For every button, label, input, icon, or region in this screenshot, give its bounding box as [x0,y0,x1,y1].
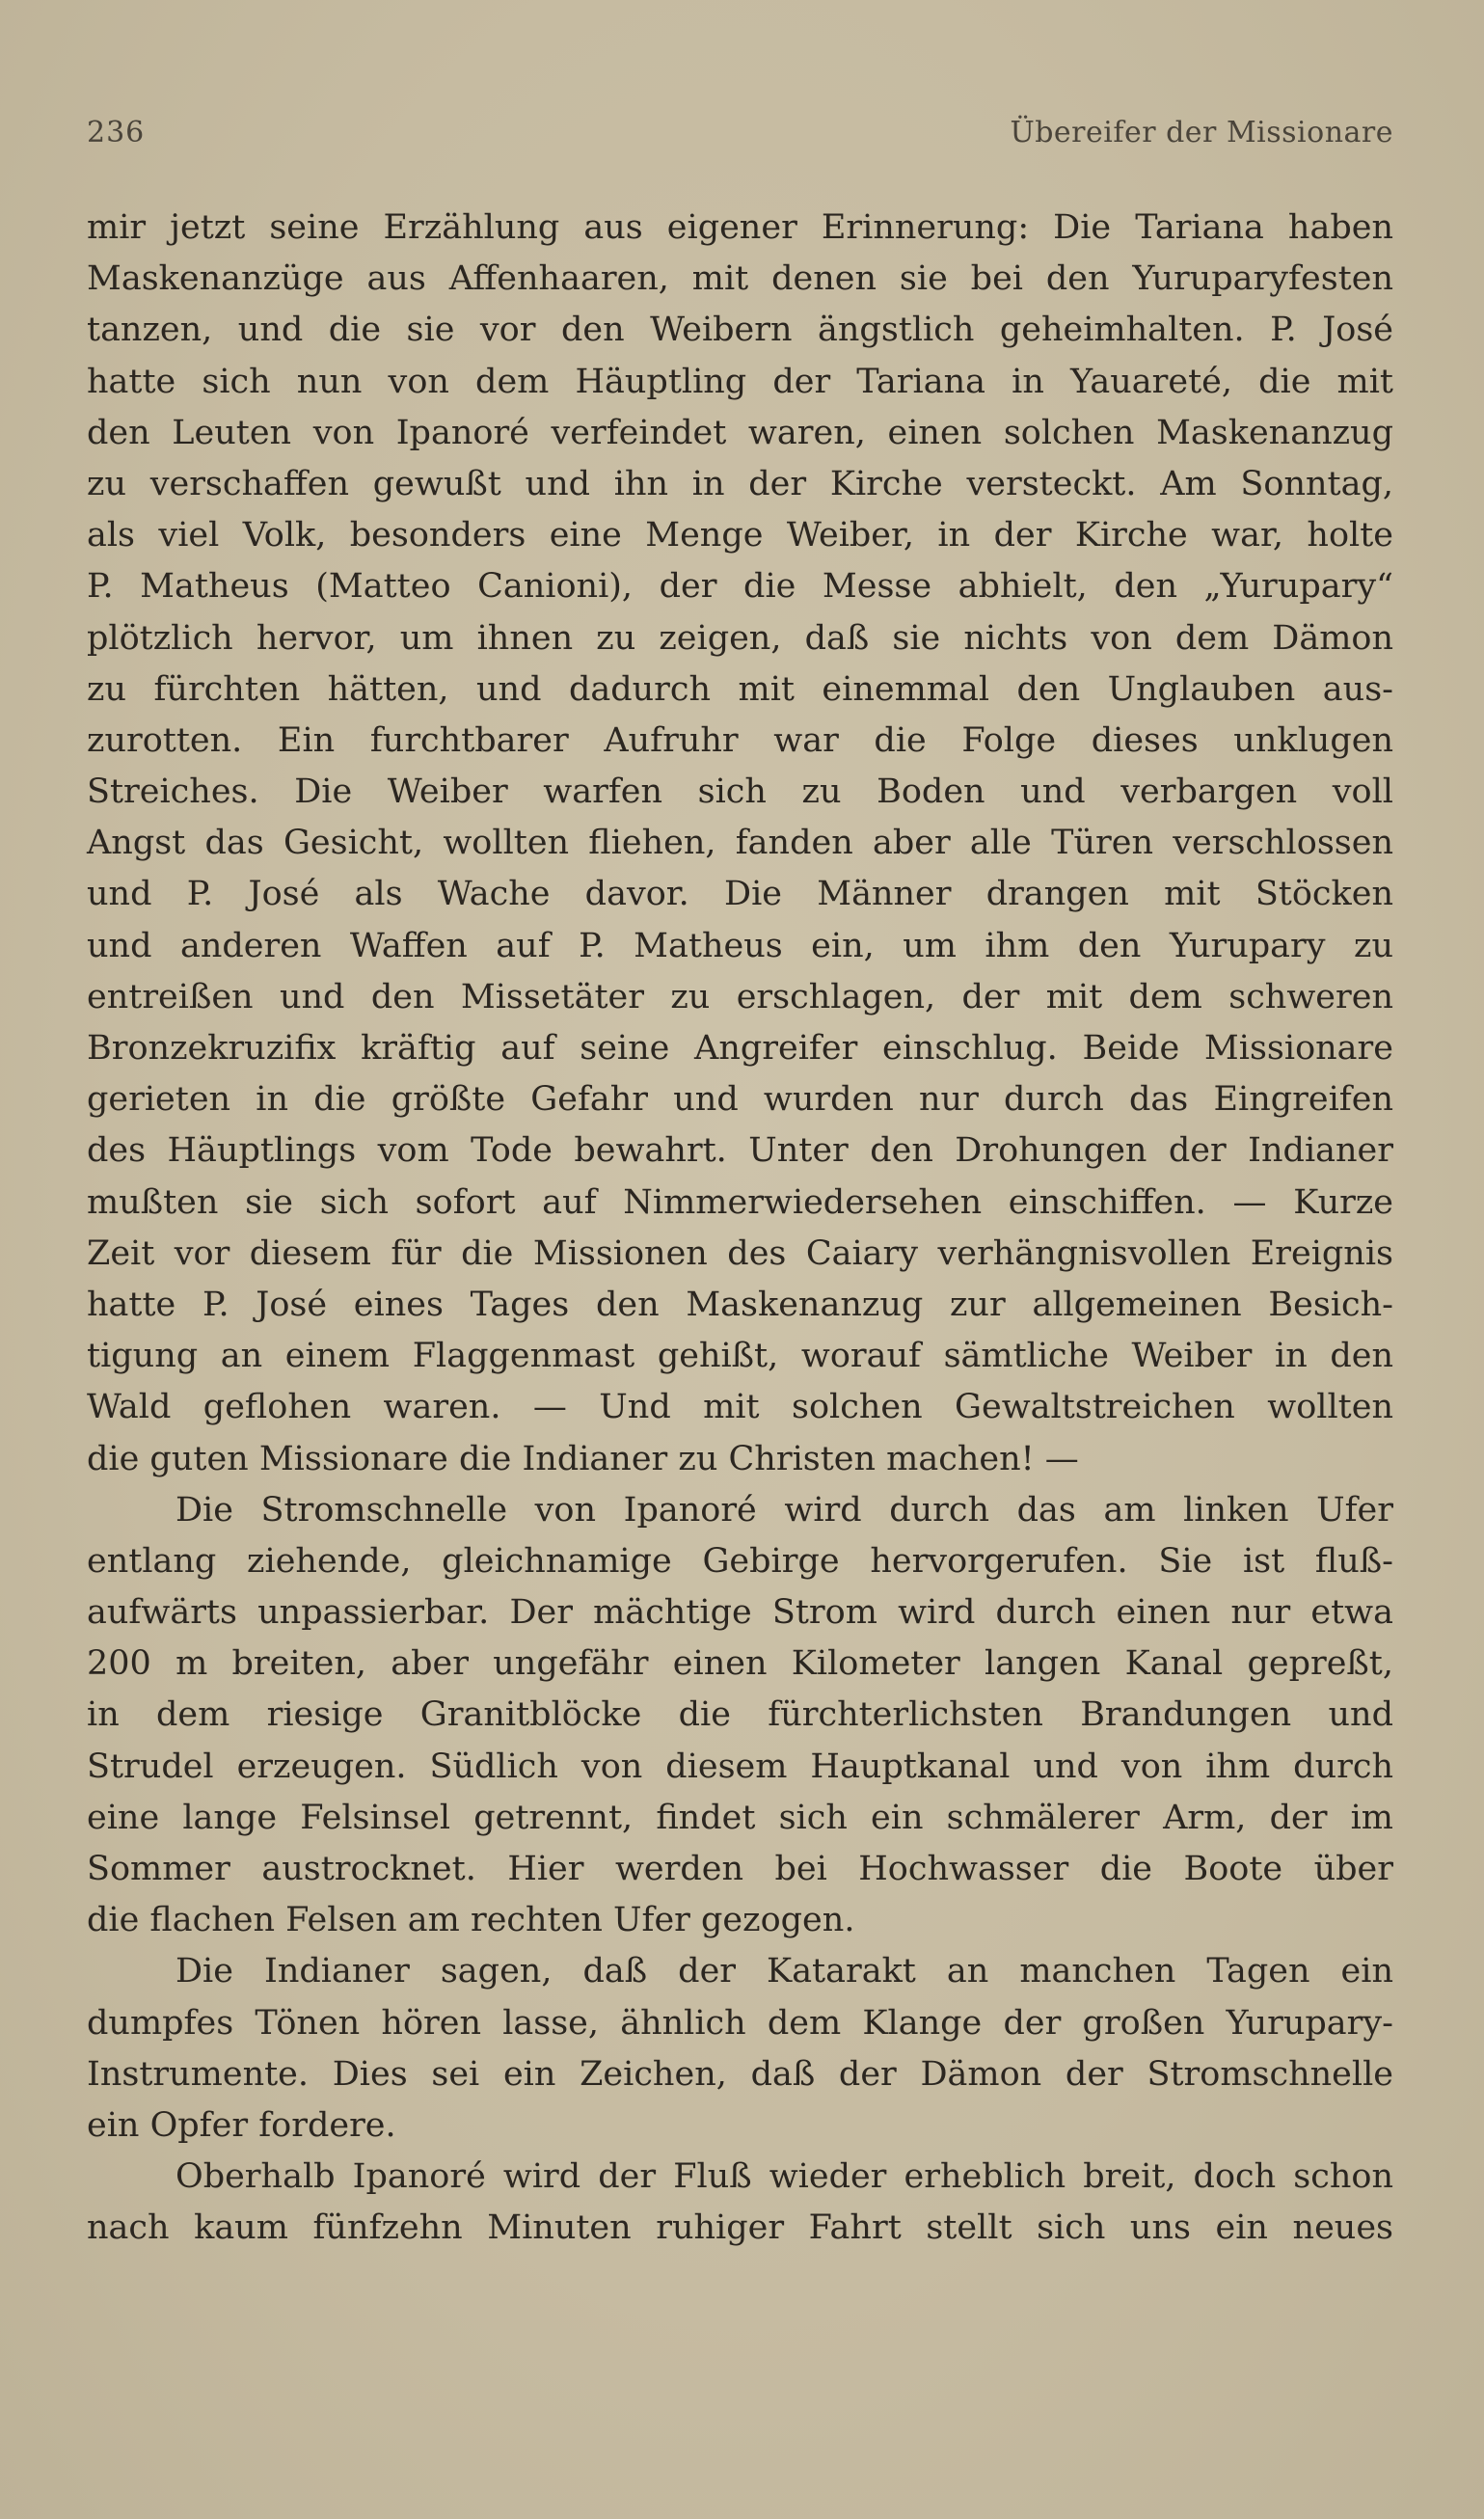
text-line: die flachen Felsen am rechten Ufer gezogen. [87,1901,855,1940]
text-line: plötzlich hervor, um ihnen zu zeigen, daß sie nichts von dem Dämon [87,618,1393,658]
paragraph-2 [87,1485,1393,1947]
text-line: Die Stromschnelle von Ipanoré wird durch das am linken Ufer [175,1490,1393,1530]
text-line: Angst das Gesicht, wollten fliehen, fanden aber alle Türen verschlossen [87,824,1393,863]
page-header [87,116,1393,164]
text-line: zu fürchten hätten, und dadurch mit einemmal den Unglauben aus- [87,669,1393,709]
paragraph-4 [87,2152,1393,2254]
text-line: und anderen Waffen auf P. Matheus ein, um ihm den Yurupary zu [87,926,1393,965]
text-line: tigung an einem Flaggenmast gehißt, worauf sämtliche Weiber in den [87,1337,1393,1376]
paragraph-1 [87,203,1393,1485]
text-line: dumpfes Tönen hören lasse, ähnlich dem Klange der großen Yurupary- [87,2003,1393,2043]
page-number: 236 [87,116,146,149]
text-line: zu verschaffen gewußt und ihn in der Kirche versteckt. Am Sonntag, [87,464,1393,503]
text-line: Bronzekruzifix kräftig auf seine Angreifer einschlug. Beide Missionare [87,1029,1393,1068]
text-line: tanzen, und die sie vor den Weibern ängstlich geheimhalten. P. José [87,311,1393,350]
text-line: ein Opfer fordere. [87,2105,396,2145]
text-line: Zeit vor diesem für die Missionen des Caiary verhängnisvollen Ereignis [87,1233,1393,1273]
text-line: eine lange Felsinsel getrennt, findet sich ein schmälerer Arm, der im [87,1798,1393,1837]
running-title: Übereifer der Missionare [1010,116,1393,149]
text-line: nach kaum fünfzehn Minuten ruhiger Fahrt stellt sich uns ein neues [87,2208,1393,2248]
text-line: hatte sich nun von dem Häuptling der Tariana in Yauareté, die mit [87,362,1393,401]
text-line: entlang ziehende, gleichnamige Gebirge hervorgerufen. Sie ist fluß- [87,1541,1393,1581]
text-line: entreißen und den Missetäter zu erschlagen, der mit dem schweren [87,977,1393,1016]
text-line: mußten sie sich sofort auf Nimmerwiedersehen einschiffen. — Kurze [87,1182,1393,1222]
text-line: und P. José als Wache davor. Die Männer drangen mit Stöcken [87,875,1393,914]
paragraph-3 [87,1946,1393,2152]
text-line: in dem riesige Granitblöcke die fürchterlichsten Brandungen und [87,1695,1393,1735]
text-line: Strudel erzeugen. Südlich von diesem Hauptkanal und von ihm durch [87,1747,1393,1786]
text-line: den Leuten von Ipanoré verfeindet waren, einen solchen Maskenanzug [87,413,1393,452]
text-line: des Häuptlings vom Tode bewahrt. Unter den Drohungen der Indianer [87,1131,1393,1171]
text-line: Oberhalb Ipanoré wird der Fluß wieder erheblich breit, doch schon [175,2157,1393,2197]
text-line: Streiches. Die Weiber warfen sich zu Boden und verbargen voll [87,772,1393,812]
text-line: zurotten. Ein furchtbarer Aufruhr war die Folge dieses unklugen [87,720,1393,760]
text-line: die guten Missionare die Indianer zu Christen machen! — [87,1439,1079,1478]
text-line: Maskenanzüge aus Affenhaaren, mit denen sie bei den Yuruparyfesten [87,259,1393,299]
text-line: als viel Volk, besonders eine Menge Weiber, in der Kirche war, holte [87,516,1393,555]
text-line: Wald geflohen waren. — Und mit solchen Gewaltstreichen wollten [87,1388,1393,1427]
text-line: Instrumente. Dies sei ein Zeichen, daß der Dämon der Stromschnelle [87,2054,1393,2094]
text-line: hatte P. José eines Tages den Maskenanzug zur allgemeinen Besich- [87,1285,1393,1324]
body-text [87,203,1393,2255]
text-line: aufwärts unpassierbar. Der mächtige Strom wird durch einen nur etwa [87,1593,1393,1633]
text-line: 200 m breiten, aber ungefähr einen Kilometer langen Kanal gepreßt, [87,1644,1393,1684]
text-line: gerieten in die größte Gefahr und wurden nur durch das Eingreifen [87,1080,1393,1120]
text-line: Sommer austrocknet. Hier werden bei Hochwasser die Boote über [87,1850,1393,1888]
text-line: P. Matheus (Matteo Canioni), der die Messe abhielt, den „Yurupary“ [87,567,1393,607]
text-line: Die Indianer sagen, daß der Katarakt an manchen Tagen ein [175,1952,1393,1991]
text-line: mir jetzt seine Erzählung aus eigener Erinnerung: Die Tariana haben [87,208,1393,247]
